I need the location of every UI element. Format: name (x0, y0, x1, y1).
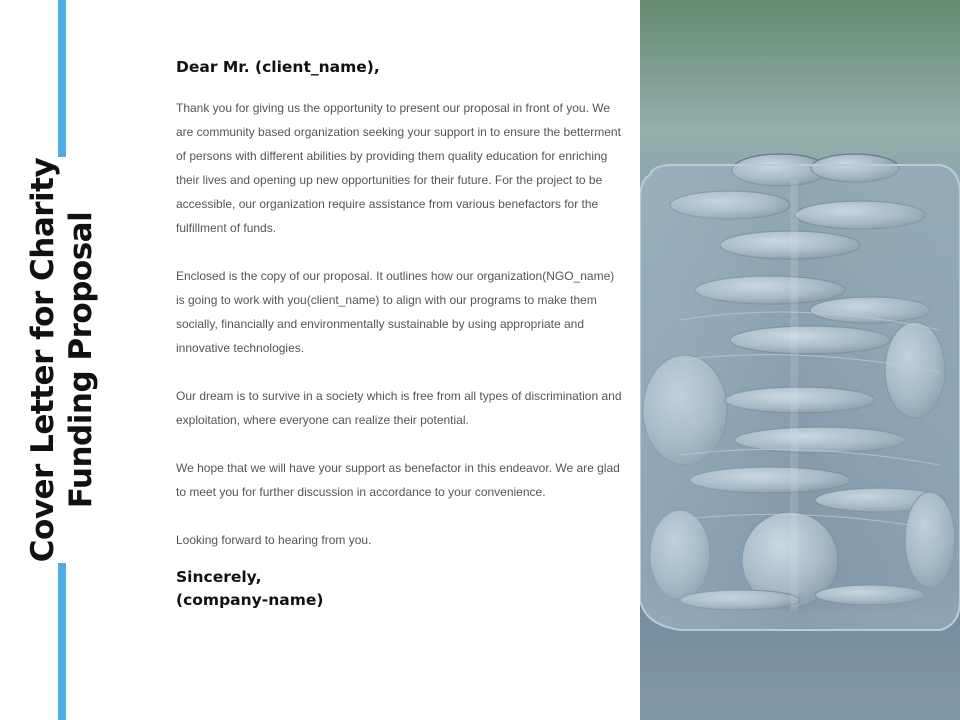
coin-jar-photo (640, 0, 960, 720)
signature-company-name: (company-name) (176, 591, 324, 609)
page-title (24, 158, 100, 562)
paragraph-proposal: Enclosed is the copy of our proposal. It outlines how our organization(NGO_name) is going to work with you(client_name) to align with our programs to make them socially, financially and environmentally sustainable by using appropriate and innovative technologies. (176, 269, 615, 355)
paragraph-support: We hope that we will have your support as benefactor in this endeavor. We are glad to meet you for further discussion in accordance to your convenience. (176, 461, 620, 499)
paragraph-dream: Our dream is to survive in a society which is free from all types of discrimination and exploitation, where everyone can realize their potential. (176, 389, 622, 427)
signoff: Sincerely, (176, 568, 262, 586)
page-title-line-1: Cover Letter for Charity (25, 157, 61, 563)
page-title-line-2: Funding Proposal (63, 211, 99, 509)
accent-bar-bottom (58, 563, 66, 720)
paragraph-closing: Looking forward to hearing from you. (176, 533, 372, 547)
coin-jar-illustration (640, 0, 960, 720)
paragraph-intro: Thank you for giving us the opportunity to present our proposal in front of you. We are community based organization seeking your support in to ensure the betterment of persons with different abilities by providing them quality education for enriching their lives and opening up new opportunities for their future. For the project to be accessible, our organization require assistance from various benefactors for the fulfillment of funds. (176, 101, 621, 235)
accent-bar-top (58, 0, 66, 157)
cover-letter (176, 58, 626, 612)
salutation: Dear Mr. (client_name), (176, 58, 380, 76)
